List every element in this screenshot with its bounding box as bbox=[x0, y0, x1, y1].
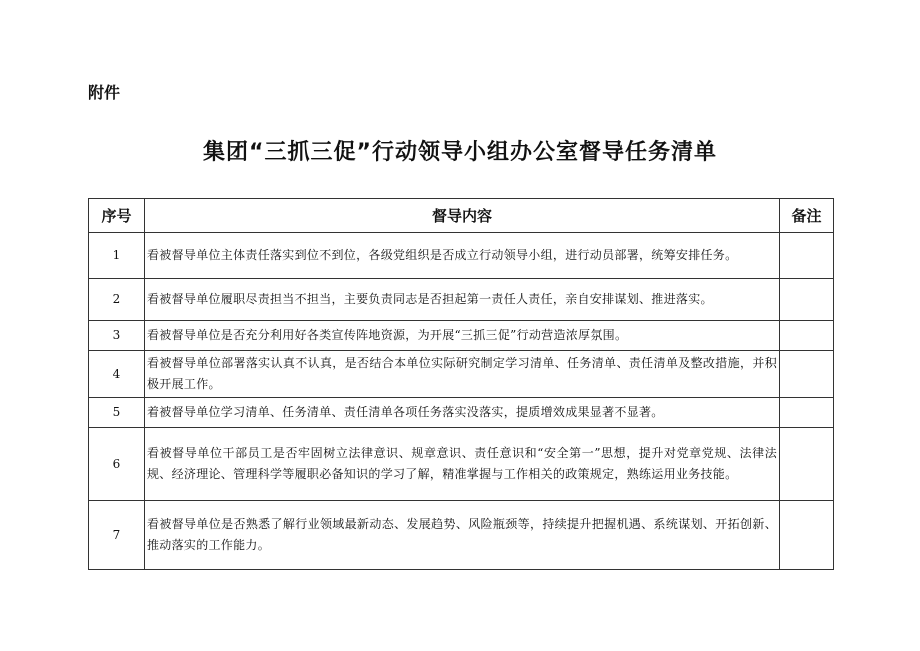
row-remark bbox=[780, 233, 834, 279]
row-serial-number: 3 bbox=[89, 321, 145, 351]
row-remark bbox=[780, 279, 834, 321]
supervision-task-table bbox=[88, 198, 834, 570]
row-serial-number: 5 bbox=[89, 398, 145, 428]
row-serial-number: 7 bbox=[89, 501, 145, 570]
document-title: 集团“三抓三促”行动领导小组办公室督导任务清单 bbox=[203, 140, 717, 165]
row-remark bbox=[780, 321, 834, 351]
row-remark bbox=[780, 398, 834, 428]
row-content: 着被督导单位学习清单、任务清单、责任清单各项任务落实没落实，提质增效成果显著不显著。 bbox=[145, 398, 780, 428]
row-content: 看被督导单位部署落实认真不认真，是否结合本单位实际研究制定学习清单、任务清单、责任清单及整改措施，并积极开展工作。 bbox=[145, 351, 780, 398]
table-row bbox=[89, 279, 834, 321]
header-supervision-content: 督导内容 bbox=[145, 199, 780, 233]
table-row bbox=[89, 501, 834, 570]
header-remarks: 备注 bbox=[780, 199, 834, 233]
row-content: 看被督导单位履职尽责担当不担当，主要负责同志是否担起第一责任人责任，亲自安排谋划、推进落实。 bbox=[145, 279, 780, 321]
attachment-label: 附件 bbox=[88, 83, 121, 102]
row-content: 看被督导单位干部员工是否牢固树立法律意识、规章意识、责任意识和“安全第一”思想，提升对党章党规、法律法规、经济理论、管理科学等履职必备知识的学习了解，精准掌握与工作相关的政策规定，熟练运用业务技能。 bbox=[145, 428, 780, 501]
row-serial-number: 1 bbox=[89, 233, 145, 279]
table-row bbox=[89, 398, 834, 428]
table-row bbox=[89, 321, 834, 351]
row-content: 看被督导单位是否熟悉了解行业领域最新动态、发展趋势、风险瓶颈等，持续提升把握机遇、系统谋划、开拓创新、推动落实的工作能力。 bbox=[145, 501, 780, 570]
row-remark bbox=[780, 428, 834, 501]
row-remark bbox=[780, 351, 834, 398]
table-row bbox=[89, 233, 834, 279]
header-serial-number: 序号 bbox=[89, 199, 145, 233]
table-header-row bbox=[89, 199, 834, 233]
row-serial-number: 4 bbox=[89, 351, 145, 398]
table-row bbox=[89, 428, 834, 501]
table-row bbox=[89, 351, 834, 398]
row-content: 看被督导单位主体责任落实到位不到位，各级党组织是否成立行动领导小组，进行动员部署，统筹安排任务。 bbox=[145, 233, 780, 279]
row-serial-number: 6 bbox=[89, 428, 145, 501]
row-serial-number: 2 bbox=[89, 279, 145, 321]
row-remark bbox=[780, 501, 834, 570]
row-content: 看被督导单位是否充分利用好各类宣传阵地资源，为开展“三抓三促”行动营造浓厚氛围。 bbox=[145, 321, 780, 351]
